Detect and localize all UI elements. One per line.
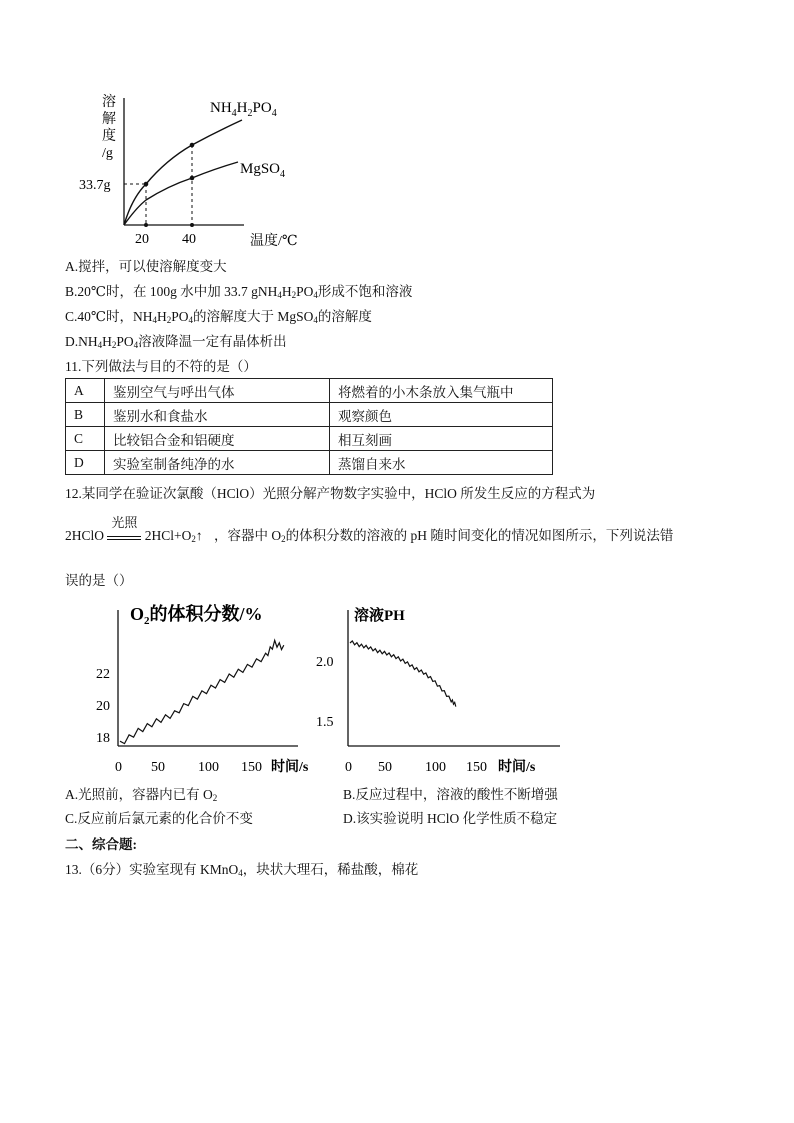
- table-row: [66, 403, 553, 427]
- table-row: [66, 379, 553, 403]
- label-mgso4: MgSO$_4$: [240, 161, 286, 180]
- o2-x-tick: 0: [115, 760, 122, 775]
- q12-stem: 12.某同学在验证次氯酸（HClO）光照分解产物数字实验中，HClO 所发生反应的方程式为: [65, 486, 596, 501]
- q10-option-b: B.20℃时，在 100g 水中加 33.7 $gNH_4H_2PO_4$形成不饱和溶液: [65, 284, 413, 300]
- table-row: [66, 427, 553, 451]
- o2-series-line: [120, 640, 284, 743]
- ph-x-tick: 150: [466, 760, 487, 775]
- ph-chart: [312, 596, 562, 778]
- q12-option-a: A.光照前，容器内已有 $O_2$: [65, 787, 218, 803]
- o2-chart-title: $O_2$的体积分数/%: [130, 604, 263, 627]
- o2-y-tick: 20: [96, 699, 110, 714]
- row-purpose: 鉴别空气与呼出气体: [105, 379, 330, 403]
- ph-chart-title: 溶液PH: [354, 608, 405, 624]
- row-method: 蒸馏自来水: [330, 451, 553, 475]
- q11-options-table: [65, 378, 553, 475]
- label-nh4h2po4: $NH_4H_2PO_4$: [210, 100, 277, 119]
- x-axis-label: 温度/℃: [250, 234, 298, 249]
- section-heading: 二、综合题:: [65, 837, 137, 852]
- tick-20: [144, 223, 148, 227]
- q12-option-d: D.该实验说明 HClO 化学性质不稳定: [343, 811, 558, 826]
- y-mark-label: 33.7g: [79, 178, 111, 193]
- ph-x-tick: 100: [425, 760, 446, 775]
- o2-y-tick: 22: [96, 667, 110, 682]
- o2-x-tick: 100: [198, 760, 219, 775]
- y-label-char: /g: [102, 146, 113, 161]
- q10-option-c: C.40℃时，$NH_4H_2PO_4$的溶解度大于 MgSO$_4$的溶解度: [65, 309, 372, 325]
- solubility-y-label: [102, 93, 116, 161]
- curve-mgso4: [124, 162, 238, 225]
- equation-left: 2HClO: [65, 528, 105, 543]
- q10-option-a: A.搅拌，可以使溶解度变大: [65, 259, 227, 274]
- row-method: 将燃着的小木条放入集气瓶中: [330, 379, 553, 403]
- point-20-nh4: [144, 182, 149, 187]
- point-40-mg: [190, 176, 195, 181]
- y-label-char: 度: [102, 129, 116, 144]
- row-purpose: 比较铝合金和铝硬度: [105, 427, 330, 451]
- row-letter: D: [66, 451, 105, 475]
- x-tick-40: 40: [182, 232, 196, 247]
- o2-chart: [88, 596, 308, 778]
- curve-nh4h2po4: [124, 120, 242, 225]
- row-letter: C: [66, 427, 105, 451]
- tick-40: [190, 223, 194, 227]
- q13-stem: 13.（6分）实验室现有 KMnO$_4$，块状大理石，稀盐酸，棉花: [65, 862, 419, 878]
- q12-option-b: B.反应过程中，溶液的酸性不断增强: [343, 787, 558, 802]
- y-label-char: 解: [102, 112, 116, 127]
- ph-y-tick: 2.0: [316, 655, 334, 670]
- table-row: [66, 451, 553, 475]
- o2-x-tick: 50: [151, 760, 165, 775]
- q12-equation-line: 2HClO 光照 $2HCl+O_2↑$ ，容器中 $O_2$的体积分数的溶液的 pH 随时间变化的情况如图所示，下列说法错: [65, 515, 674, 544]
- o2-x-label: 时间/s: [271, 760, 308, 775]
- row-purpose: 鉴别水和食盐水: [105, 403, 330, 427]
- o2-y-tick: 18: [96, 731, 110, 746]
- row-letter: B: [66, 403, 105, 427]
- ph-x-tick: 50: [378, 760, 392, 775]
- q12-option-c: C.反应前后氯元素的化合价不变: [65, 811, 253, 826]
- q12-stem-end: 误的是（）: [65, 573, 133, 588]
- equation-condition: 光照: [107, 529, 141, 540]
- q10-option-d: $D.NH_4H_2PO_4$溶液降温一定有晶体析出: [65, 334, 287, 350]
- y-label-char: 溶: [102, 95, 116, 110]
- q11-stem: 11.下列做法与目的不符的是（）: [65, 359, 257, 374]
- ph-y-tick: 1.5: [316, 715, 334, 730]
- solubility-chart: [64, 90, 344, 250]
- o2-x-tick: 150: [241, 760, 262, 775]
- ph-series-line: [350, 641, 456, 707]
- point-40-nh4: [190, 143, 195, 148]
- row-method: 相互刻画: [330, 427, 553, 451]
- ph-x-label: 时间/s: [498, 760, 536, 775]
- row-purpose: 实验室制备纯净的水: [105, 451, 330, 475]
- row-letter: A: [66, 379, 105, 403]
- row-method: 观察颜色: [330, 403, 553, 427]
- x-tick-20: 20: [135, 232, 149, 247]
- ph-x-tick: 0: [345, 760, 352, 775]
